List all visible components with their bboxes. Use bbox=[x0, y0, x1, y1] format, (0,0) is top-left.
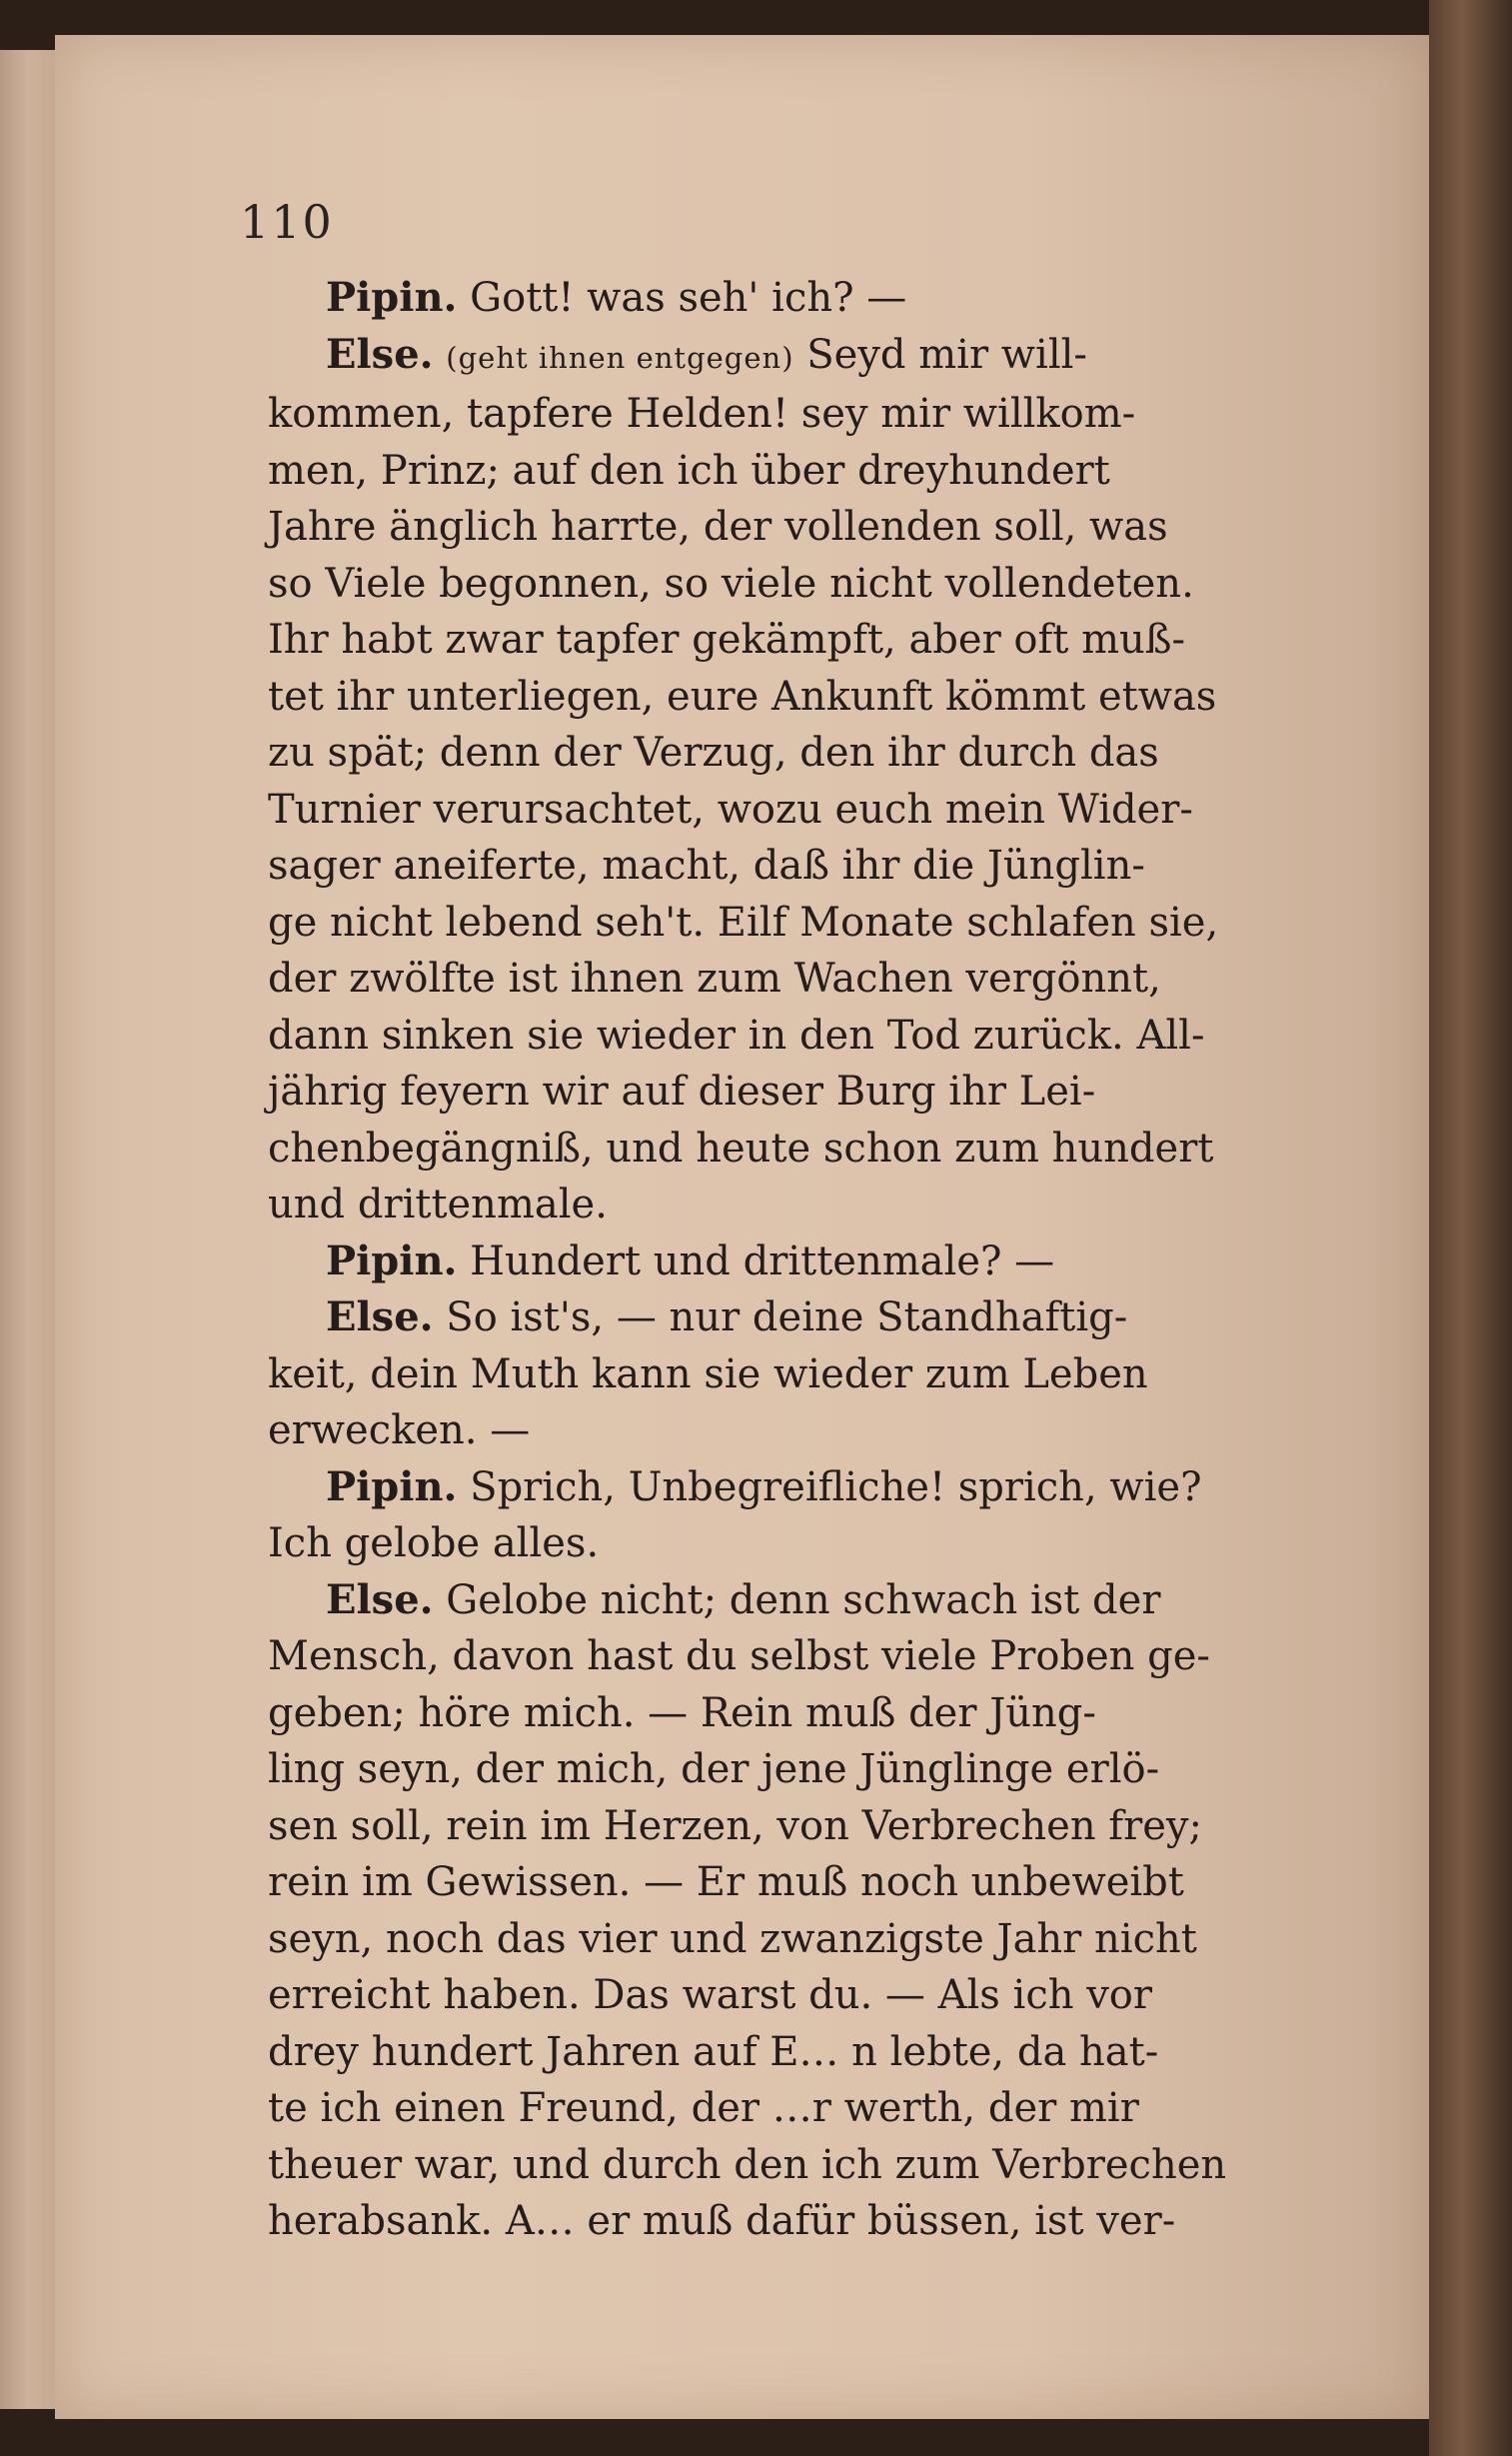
text-line: sen soll, rein im Herzen, von Verbrechen frey; bbox=[268, 1802, 1202, 1849]
text-line: Gelobe nicht; denn schwach ist der bbox=[446, 1576, 1161, 1623]
text-line: Ich gelobe alles. bbox=[268, 1520, 600, 1566]
text-line: Gott! was seh' ich? — bbox=[470, 275, 907, 321]
text-line: Sprich, Unbegreifliche! sprich, wie? bbox=[470, 1463, 1202, 1510]
paragraph bbox=[268, 1289, 1337, 1459]
text-line: Turnier verursachtet, wozu euch mein Wider- bbox=[268, 786, 1193, 833]
text-line: keit, dein Muth kann sie wieder zum Leben bbox=[268, 1350, 1148, 1397]
text-line: te ich einen Freund, der …r werth, der mir bbox=[268, 2085, 1139, 2131]
paragraph bbox=[268, 270, 1337, 327]
text-line: men, Prinz; auf den ich über dreyhundert bbox=[268, 447, 1110, 494]
page-number: 110 bbox=[240, 195, 334, 249]
book-binding-edge bbox=[1429, 0, 1512, 2456]
text-line: theuer war, und durch den ich zum Verbrechen bbox=[268, 2141, 1227, 2188]
text-line: dann sinken sie wieder in den Tod zurück. All- bbox=[268, 1012, 1205, 1059]
text-line: Hundert und drittenmale? — bbox=[470, 1237, 1055, 1284]
text-line: zu spät; denn der Verzug, den ihr durch das bbox=[268, 730, 1159, 776]
page-body bbox=[268, 270, 1337, 2250]
text-line: chenbegängniß, und heute schon zum hundert bbox=[268, 1125, 1214, 1172]
text-line: seyn, noch das vier und zwanzigste Jahr nicht bbox=[268, 1915, 1197, 1962]
text-line: und drittenmale. bbox=[268, 1182, 608, 1228]
text-line: so Viele begonnen, so viele nicht vollendeten. bbox=[268, 560, 1194, 607]
text-line: Mensch, davon hast du selbst viele Proben ge- bbox=[268, 1633, 1210, 1679]
text-line: ling seyn, der mich, der jene Jünglinge erlö- bbox=[268, 1746, 1160, 1792]
text-line: So ist's, — nur deine Standhaftig- bbox=[446, 1294, 1128, 1340]
text-line: erreicht haben. Das warst du. — Als ich vor bbox=[268, 1972, 1152, 2018]
paragraph bbox=[268, 1233, 1337, 1290]
speaker-name: Else. bbox=[326, 1575, 434, 1623]
speaker-name: Else. bbox=[326, 1293, 434, 1340]
speaker-name: Pipin. bbox=[326, 1462, 458, 1510]
paragraph bbox=[268, 1459, 1337, 1572]
text-line: drey hundert Jahren auf E… n lebte, da hat- bbox=[268, 2028, 1159, 2075]
text-line: jährig feyern wir auf dieser Burg ihr Lei- bbox=[268, 1069, 1096, 1115]
text-line: kommen, tapfere Helden! sey mir willkom- bbox=[268, 391, 1136, 437]
speaker-name: Else. bbox=[326, 330, 434, 378]
text-line: sager aneiferte, macht, daß ihr die Jünglin- bbox=[268, 843, 1145, 889]
text-line: der zwölfte ist ihnen zum Wachen vergönnt, bbox=[268, 956, 1161, 1002]
text-line: Ihr habt zwar tapfer gekämpft, aber oft muß- bbox=[268, 617, 1186, 663]
text-line: erwecken. — bbox=[268, 1407, 531, 1453]
stage-direction: (geht ihnen entgegen) bbox=[446, 340, 794, 375]
text-line: rein im Gewissen. — Er muß noch unbeweibt bbox=[268, 1859, 1184, 1905]
paragraph bbox=[268, 327, 1337, 1233]
text-line: ge nicht lebend seh't. Eilf Monate schlafen sie, bbox=[268, 899, 1219, 946]
speaker-name: Pipin. bbox=[326, 274, 458, 321]
text-line: herabsank. A… er muß dafür büssen, ist ver- bbox=[268, 2198, 1176, 2244]
speaker-name: Pipin. bbox=[326, 1236, 458, 1284]
paragraph bbox=[268, 1572, 1337, 2250]
text-line: Seyd mir will- bbox=[806, 331, 1087, 378]
text-line: Jahre änglich harrte, der vollenden soll, was bbox=[268, 504, 1168, 550]
text-line: geben; höre mich. — Rein muß der Jüng- bbox=[268, 1689, 1096, 1736]
text-line: tet ihr unterliegen, eure Ankunft kömmt etwas bbox=[268, 673, 1217, 720]
